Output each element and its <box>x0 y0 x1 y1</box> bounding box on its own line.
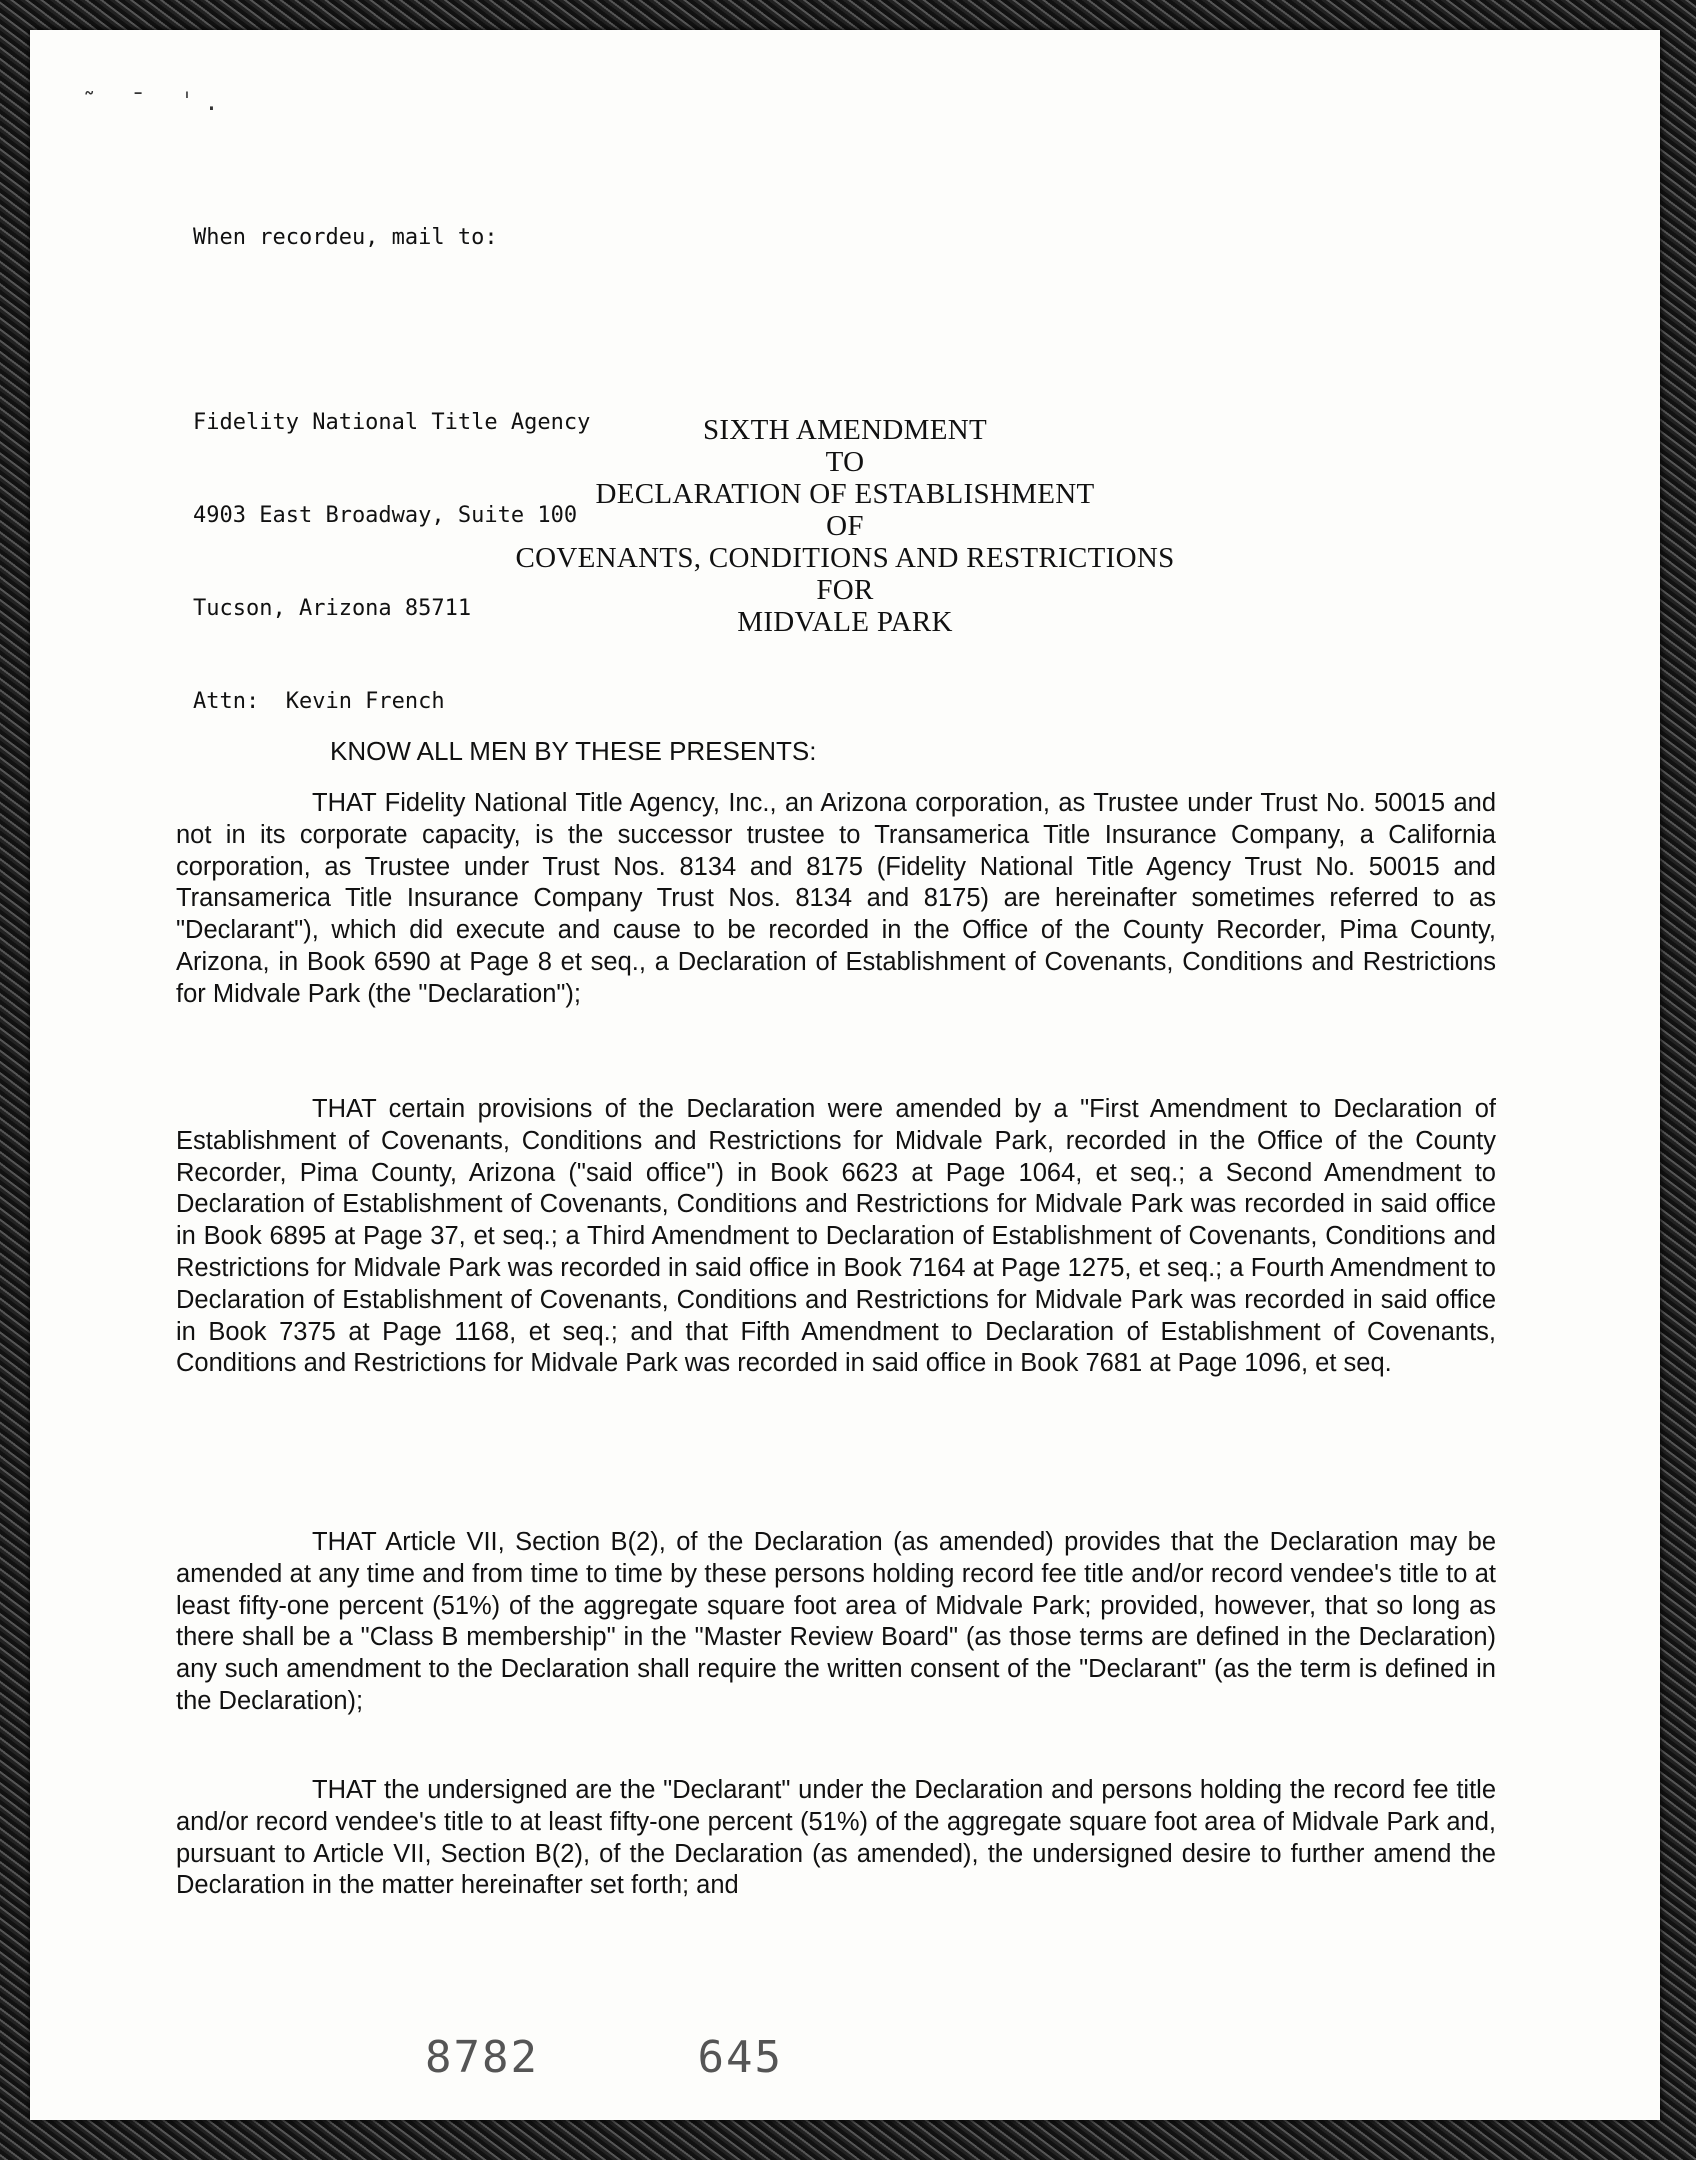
address-line-4: Attn: Kevin French <box>193 689 445 714</box>
title-line-4: OF <box>826 510 864 542</box>
book-number: 8782 <box>425 2032 539 2083</box>
paragraph-3-text: THAT Article VII, Section B(2), of the Declaration (as amended) provides that the Declaration may be amended at any time and from time to time by these persons holding record fee title and/or record vendee's title to at least fifty-one percent (51%) of the aggregate square foot area of Midvale Park; provided, however, that so long as there shall be a "Class B membership" in the "Master Review Board" (as those terms are defined in the Declaration) any such amendment to the Declaration shall require the written consent of the "Declarant" (as the term is defined in the Declaration); <box>176 1528 1496 1715</box>
paragraph-2-text: THAT certain provisions of the Declaration were amended by a "First Amendment to Declaration of Establishment of Covenants, Conditions and Restrictions for Midvale Park, recorded in the Office of the County Recorder, Pima County, Arizona ("said office") in Book 6623 at Page 1064, et seq.; a Second Amendment to Declaration of Establishment of Covenants, Conditions and Restrictions for Midvale Park was recorded in said office in Book 6895 at Page 37, et seq.; a Third Amendment to Declaration of Establishment of Covenants, Conditions and Restrictions for Midvale Park was recorded in said office in Book 7164 at Page 1275, et seq.; a Fourth Amendment to Declaration of Establishment of Covenants, Conditions and Restrictions for Midvale Park was recorded in said office in Book 7375 at Page 1168, et seq.; and that Fifth Amendment to Declaration of Establishment of Covenants, Conditions and Restrictions for Midvale Park was recorded in said office in Book 7681 at Page 1096, et seq. <box>176 1095 1496 1378</box>
corner-marks: ˜ ˉ ˈ. <box>82 88 229 116</box>
recording-stamp <box>425 2032 913 2083</box>
paragraph-2 <box>176 1094 1496 1380</box>
title-line-2: TO <box>825 446 865 478</box>
paragraph-4-text: THAT the undersigned are the "Declarant" under the Declaration and persons holding the record fee title and/or record vendee's title to at least fifty-one percent (51%) of the aggregate square foot area of Midvale Park and, pursuant to Article VII, Section B(2), of the Declaration (as amended), the undersigned desire to further amend the Declaration in the matter hereinafter set forth; and <box>176 1776 1496 1900</box>
paragraph-4 <box>176 1775 1496 1902</box>
document-page <box>30 30 1660 2120</box>
title-line-3: DECLARATION OF ESTABLISHMENT <box>595 478 1095 510</box>
title-line-1: SIXTH AMENDMENT <box>702 414 988 446</box>
mail-label: When recordeu, mail to: <box>193 225 498 250</box>
address-line-1: Fidelity National Title Agency <box>193 410 591 435</box>
paragraph-1 <box>176 788 1496 1011</box>
document-title <box>30 414 1660 638</box>
spacer <box>193 315 590 345</box>
title-line-6: FOR <box>816 574 874 606</box>
paragraph-3 <box>176 1527 1496 1718</box>
preamble: KNOW ALL MEN BY THESE PRESENTS: <box>330 736 817 766</box>
page-number: 645 <box>697 2032 783 2083</box>
address-line-3: Tucson, Arizona 85711 <box>193 596 472 621</box>
paragraph-1-text: THAT Fidelity National Title Agency, Inc., an Arizona corporation, as Trustee under Trust No. 50015 and not in its corporate capacity, is the successor trustee to Transamerica Title Insurance Company, a California corporation, as Trustee under Trust Nos. 8134 and 8175 (Fidelity National Title Agency Trust No. 50015 and Transamerica Title Insurance Company Trust Nos. 8134 and 8175) are hereinafter sometimes referred to as "Declarant"), which did execute and cause to be recorded in the Office of the County Recorder, Pima County, Arizona, in Book 6590 at Page 8 et seq., a Declaration of Establishment of Covenants, Conditions and Restrictions for Midvale Park (the "Declaration"); <box>176 789 1496 1008</box>
title-line-7: MIDVALE PARK <box>737 606 953 638</box>
address-line-2: 4903 East Broadway, Suite 100 <box>193 503 578 528</box>
title-line-5: COVENANTS, CONDITIONS AND RESTRICTIONS <box>515 542 1175 574</box>
